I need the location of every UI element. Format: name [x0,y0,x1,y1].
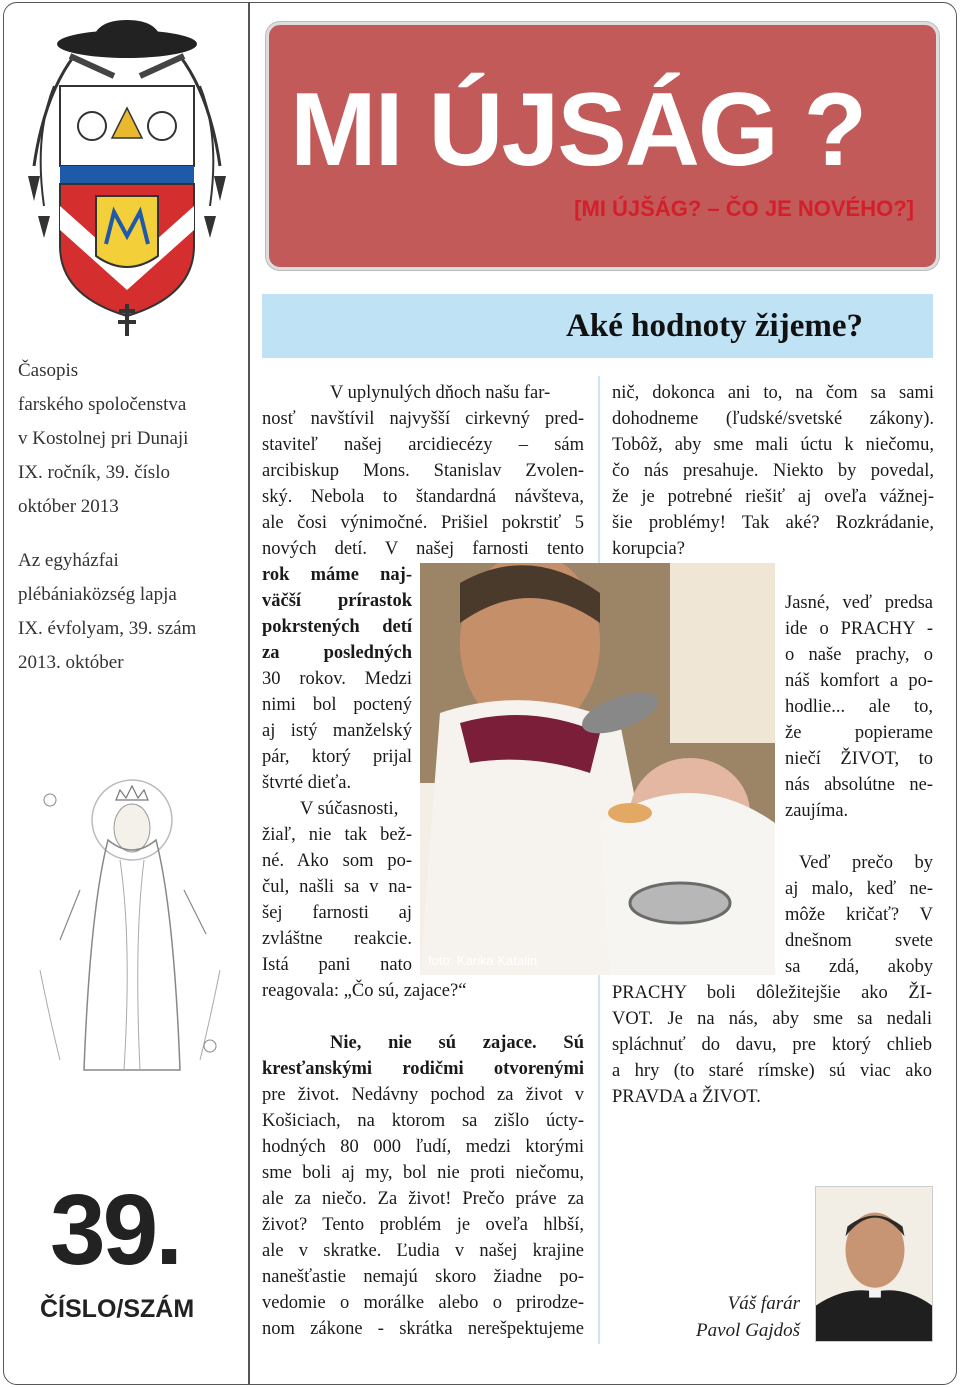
text-line: PRACHY boli dôležitejšie ako ŽI- [612,983,932,1003]
text-line: rok máme naj- [262,565,412,585]
info-line: Az egyházfai [18,550,119,571]
info-line: farského spoločenstva [18,394,187,415]
text-line: že je potrebné riešiť aj oveľa vážnej- [612,487,934,507]
text-line: nosť navštívil najvyšší cirkevný pred- [262,409,584,429]
text-line: život? Tento problém je oveľa hlbší, [262,1215,584,1235]
text-line: ale čosi výnimočné. Prišiel pokrstiť 5 [262,513,584,533]
info-line: Časopis [18,360,79,381]
info-line: plébániaközség lapja [18,584,177,605]
text-line: PRAVDA a ŽIVOT. [612,1087,761,1107]
text-line: nanešťastie nemajú skoro žiadne po- [262,1267,584,1287]
text-line: VOT. Je na nás, aby sme sa nedali [612,1009,932,1029]
text-line: nimi bol poctený [262,695,412,715]
info-line: október 2013 [18,496,119,517]
text-line: dnešnom svete [785,931,933,951]
text-line: o naše prachy, o [785,645,933,665]
article-column-2-top [612,380,934,562]
text-line: sa zdá, akoby [785,957,933,977]
baptism-photo [420,563,775,975]
issue-number: 39. [50,1174,181,1286]
author-portrait [815,1186,933,1342]
text-line: nových detí. V našej farnosti tento [262,539,584,559]
text-line: Jasné, veď predsa [785,593,933,613]
article-column-2-narrow [785,590,933,824]
text-line: hodných 80 000 ľudí, medzi ktorými [262,1137,584,1157]
headline-bar [262,294,933,358]
text-line: náš komfort a po- [785,671,933,691]
text-line: štvrté dieťa. [262,773,352,793]
text-line: šej farnosti aj [262,903,412,923]
signature-line: Pavol Gajdoš [696,1320,800,1341]
text-line: zvláštne reakcie. [262,929,412,949]
text-line: spláchnuť do davu, pre ktorý chlieb [612,1035,932,1055]
text-line: ide o PRACHY - [785,619,933,639]
text-line: pre život. Nedávny pochod za život v [262,1085,584,1105]
info-line: 2013. október [18,652,124,673]
text-line: čul, našli sa v na- [262,877,412,897]
text-line: a hry (to staré rímske) sú viac ako [612,1061,932,1081]
masthead-title: MI ÚJSÁG ? [290,72,866,188]
text-line: za posledných [262,643,412,663]
text-line: V uplynulých dňoch našu far- [330,383,551,403]
text-line: Istá pani nato [262,955,412,975]
text-line: staviteľ našej arcidiecézy – sám [262,435,584,455]
text-line: V súčasnosti, [300,799,399,819]
text-line: ský. Nebola to štandardná návšteva, [262,487,584,507]
text-line: vedomie o morálke alebo o prirodze- [262,1293,584,1313]
text-line: pokrstených detí [262,617,412,637]
coat-of-arms-emblem [14,16,240,336]
text-line: šie problémy! Tak aké? Rozkrádanie, [612,513,934,533]
text-line: sme boli aj my, bol nie proti niečomu, [262,1163,584,1183]
article-column-1-top [262,380,584,562]
text-line: aj malo, keď ne- [785,879,933,899]
article-headline: Aké hodnoty žijeme? [566,308,863,344]
text-line: Veď prečo by [799,853,933,873]
text-line: pár, ktorý prijal [262,747,412,767]
text-line: Košiciach, na ktorom sa zišlo úcty- [262,1111,584,1131]
text-line: korupcia? [612,539,685,559]
info-line: IX. évfolyam, 39. szám [18,618,197,639]
article-column-2-narrow-2 [785,850,933,980]
article-column-1-narrow [262,562,467,1004]
text-line: že popierame [785,723,933,743]
text-line: môže kričať? V [785,905,933,925]
article-column-2-full [612,980,932,1110]
madonna-illustration [20,770,240,1080]
column-divider [248,2,250,1385]
text-line: čo nás presahuje. Niekto by povedal, [612,461,934,481]
info-line: IX. ročník, 39. číslo [18,462,170,483]
text-line: väčší prírastok [262,591,412,611]
text-line: ale v skratke. Ľudia v našej krajine [262,1241,584,1261]
text-line: 30 rokov. Medzi [262,669,412,689]
masthead-subtitle: [MI ÚJŠÁG? – ČO JE NOVÉHO?] [574,196,914,221]
text-line: arcibiskup Mons. Stanislav Zvolen- [262,461,584,481]
text-line: Nie, nie sú zajace. Sú [330,1033,584,1053]
text-line: nič, dokonca ani to, na čom sa sami [612,383,934,403]
text-line: ale za niečo. Za život! Prečo práve za [262,1189,584,1209]
author-signature [640,1290,800,1344]
photo-credit: foto: Karika Katalin [428,953,538,968]
article-column-1-bottom [262,1030,584,1342]
text-line: aj istý manželský [262,721,412,741]
signature-line: Váš farár [727,1293,800,1314]
publication-info [18,354,243,680]
text-line: né. Ako som po- [262,851,412,871]
text-line: zaujíma. [785,801,849,821]
text-line: nás absolútne ne- [785,775,933,795]
text-line: niečí ŽIVOT, to [785,749,933,769]
text-line: Tobôž, aby sme mali úctu k niečomu, [612,435,934,455]
issue-label: ČÍSLO/SZÁM [40,1295,195,1323]
text-line: kresťanskými rodičmi otvorenými [262,1059,584,1079]
text-line: dohodneme (ľudské/svetské zákony). [612,409,934,429]
info-line: v Kostolnej pri Dunaji [18,428,189,449]
text-line: reagovala: „Čo sú, zajace?“ [262,981,467,1001]
text-line: hodlie... ale to, [785,697,933,717]
text-line: žiaľ, nie tak bež- [262,825,412,845]
text-line: nom zákone - skrátka nerešpektujeme [262,1319,584,1339]
